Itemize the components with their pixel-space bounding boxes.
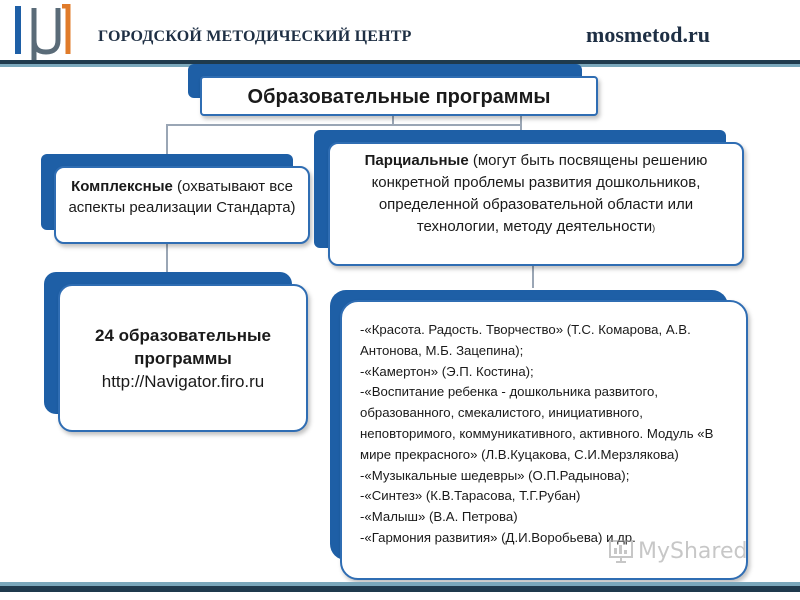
connector-partial-down xyxy=(532,266,534,288)
partial-bold: Парциальные xyxy=(364,152,469,169)
partial-close: ) xyxy=(652,223,656,233)
site-link[interactable]: mosmetod.ru xyxy=(586,22,711,47)
root-label: Образовательные программы xyxy=(247,86,551,108)
list-item: -«Музыкальные шедевры» (О.П.Радынова); xyxy=(360,467,630,483)
connector-to-complex xyxy=(166,124,168,156)
count-box xyxy=(58,284,308,432)
connector-root-right xyxy=(392,124,520,126)
mu-letter-logo-icon xyxy=(12,4,74,60)
connector-complex-down xyxy=(166,244,168,272)
footer-stripe-dark xyxy=(0,586,800,592)
watermark xyxy=(608,538,747,564)
list-item: -«Малыш» (В.А. Петрова) xyxy=(360,509,518,525)
navigator-link[interactable]: http://Navigator.firo.ru xyxy=(101,372,265,391)
list-item: -«Камертон» (Э.П. Костина); xyxy=(360,363,534,379)
watermark-text: MyShared xyxy=(638,538,748,564)
list-item: -«Синтез» (К.В.Тарасова, Т.Г.Рубан) xyxy=(360,488,581,504)
complex-rest: (охватывают все аспекты реализации Стандарта) xyxy=(68,178,296,216)
partial-box xyxy=(328,142,744,266)
header-title: ГОРОДСКОЙ МЕТОДИЧЕСКИЙ ЦЕНТР xyxy=(98,28,412,45)
partial-text xyxy=(342,150,730,239)
count-text xyxy=(66,324,300,393)
complex-text xyxy=(62,176,302,218)
partial-programs-list xyxy=(360,320,738,549)
header-bar xyxy=(0,0,800,62)
list-item: -«Красота. Радость. Творчество» (Т.С. Комарова, А.В. Антонова, М.Б. Зацепина); xyxy=(360,322,691,358)
complex-box xyxy=(54,166,310,244)
count-label: 24 образовательные программы xyxy=(95,326,271,368)
partial-rest: (могут быть посвящены решению конкретной проблемы развития дошкольников, определенной образовательной области или технологии, методу деятельности xyxy=(371,152,708,235)
list-item: -«Гармония развития» (Д.И.Воробьева) и др. xyxy=(360,529,636,545)
presentation-icon xyxy=(608,538,634,564)
connector-root-left xyxy=(166,124,394,126)
list-item: -«Воспитание ребенка - дошкольника развитого, образованного, смекалистого, инициативного, неповторимого, коммуникативного, активного. Модуль «В мире прекрасного» (Л.В.Куцакова, С.И.Мерзлякова) xyxy=(360,384,714,462)
root-box xyxy=(200,76,598,116)
complex-bold: Комплексные xyxy=(71,178,173,195)
